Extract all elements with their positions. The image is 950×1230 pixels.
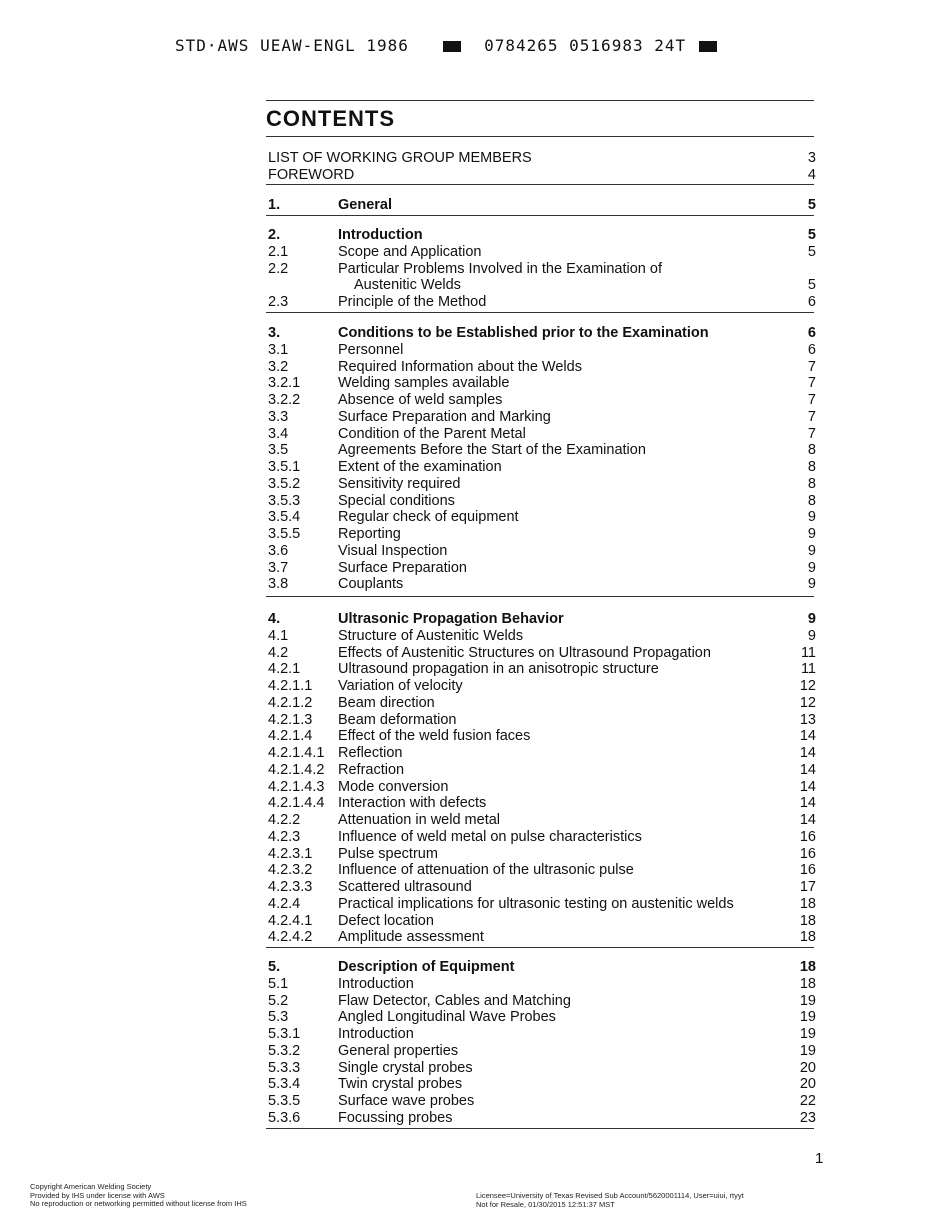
toc-entry-number: 3.5.3 [268,492,301,509]
toc-entry-number: 4.2.1.1 [268,678,313,694]
toc-entry-title: Conditions to be Established prior to the Examination [338,325,709,341]
toc-entry-number: 4.2.1 [268,661,301,678]
toc-entry [268,645,816,662]
toc-entry-page: 9 [807,526,816,542]
toc-entry-number: 4.1 [268,627,289,644]
toc-entry-number: 4.2.1.3 [268,711,313,728]
toc-entry-number: 4. [268,611,281,627]
toc-entry-title: LIST OF WORKING GROUP MEMBERS [268,150,532,166]
toc-entry-page: 14 [799,795,816,812]
toc-entry-title: Welding samples available [338,375,510,392]
toc-entry-number: 5.3.4 [268,1076,301,1093]
toc-entry [268,929,816,946]
toc-entry-title: Regular check of equipment [338,509,519,526]
toc-entry-page: 11 [800,644,816,661]
toc-entry-number: 3.6 [268,542,289,559]
toc-entry-title: Agreements Before the Start of the Examination [338,442,646,459]
toc-entry-number: 2.2 [268,260,289,277]
toc-entry-number: 5.3 [268,1009,289,1026]
toc-entry-title: Ultrasonic Propagation Behavior [338,611,564,627]
toc-entry [268,459,816,476]
toc-entry-title: Refraction [338,761,405,778]
footer-line: Not for Resale, 01/30/2015 12:51:37 MST [476,1199,615,1209]
toc-entry-title: Principle of the Method [338,294,487,310]
toc-entry-title: Scope and Application [338,243,482,260]
toc-entry-page: 13 [799,711,816,728]
toc-entry [268,1026,816,1043]
toc-entry-title: FOREWORD [268,166,355,183]
toc-entry-number: 3.1 [268,341,289,358]
toc-entry-number: 3.4 [268,425,289,442]
toc-entry-page: 5 [807,197,816,213]
toc-entry-page: 7 [807,425,816,442]
toc-entry-number: 4.2.2 [268,812,301,828]
toc-entry-title: Practical implications for ultrasonic testing on austenitic welds [338,895,734,912]
toc-entry [268,846,816,863]
toc-entry-page: 8 [807,459,816,475]
toc-entry [268,197,816,214]
toc-entry [268,1043,816,1060]
toc-entry [268,509,816,526]
toc-entry-title: General [338,197,392,213]
toc-entry-title: Couplants [338,576,404,593]
toc-entry [268,359,816,376]
toc-entry-title: Influence of weld metal on pulse characteristics [338,828,642,845]
toc-entry [268,576,816,593]
toc-entry [268,879,816,896]
toc-entry [268,392,816,409]
section-rule [266,215,814,216]
toc-entry-number: 2.1 [268,243,289,260]
toc-entry-page: 8 [807,475,816,492]
toc-entry [268,695,816,712]
toc-entry-title: Angled Longitudinal Wave Probes [338,1009,556,1026]
toc-entry-title: Attenuation in weld metal [338,812,501,828]
toc-entry-title: Scattered ultrasound [338,879,472,895]
toc-entry-page: 4 [807,166,816,183]
toc-entry-title: Special conditions [338,492,455,509]
toc-entry-page: 23 [799,1109,816,1126]
toc-section-3 [268,325,816,593]
toc-entry-page: 5 [807,243,816,260]
black-block-mark [699,41,717,52]
toc-entry-number: 3.2 [268,358,289,375]
toc-entry-number: 4.2.3.3 [268,879,313,895]
toc-entry-page: 3 [807,150,816,166]
toc-entry-title: Introduction [338,1026,414,1042]
toc-entry-title: Introduction [338,227,423,243]
toc-entry [268,493,816,510]
toc-entry-title: Absence of weld samples [338,392,503,408]
toc-entry-number: 5.3.3 [268,1059,301,1076]
toc-entry-page: 19 [799,1009,816,1026]
toc-entry-number: 2. [268,227,281,243]
toc-entry-title: Sensitivity required [338,475,461,492]
toc-entry-title: Condition of the Parent Metal [338,425,526,442]
toc-entry-number: 4.2.1.4.4 [268,795,325,812]
toc-entry-number: 3. [268,325,281,341]
toc-entry [268,745,816,762]
toc-entry-number: 3.5 [268,442,289,459]
toc-entry-number: 5.3.5 [268,1093,301,1109]
toc-entry-number: 4.2 [268,644,289,661]
toc-entry-page: 19 [799,992,816,1009]
toc-entry [268,1110,816,1127]
toc-front-matter [268,150,816,183]
toc-entry-page: 18 [799,975,816,992]
toc-entry-title: Amplitude assessment [338,929,484,946]
toc-entry-number: 3.8 [268,576,289,593]
toc-entry-title: Extent of the examination [338,459,502,475]
footer-copyright [30,1183,247,1209]
toc-section-1 [268,197,816,214]
toc-entry [268,862,816,879]
toc-entry [268,325,816,342]
toc-entry-number: 1. [268,197,281,213]
toc-entry-title: Introduction [338,975,414,992]
toc-entry-page: 14 [799,745,816,761]
toc-entry-page: 9 [807,611,816,627]
toc-entry-page: 14 [799,728,816,745]
toc-entry-title: Reporting [338,526,401,542]
toc-entry-title: Surface wave probes [338,1093,475,1109]
toc-entry [268,409,816,426]
toc-entry-number: 3.3 [268,408,289,425]
toc-entry [268,795,816,812]
toc-entry-number: 3.7 [268,559,289,576]
toc-entry [268,277,816,294]
toc-entry-page: 20 [799,1059,816,1076]
toc-entry-page: 20 [799,1076,816,1093]
toc-entry-page: 14 [799,778,816,795]
toc-entry-number: 4.2.3.2 [268,862,313,879]
toc-section-5 [268,959,816,1127]
page-title: CONTENTS [266,106,395,131]
toc-entry-page: 5 [807,227,816,243]
toc-entry-title: Defect location [338,912,434,929]
toc-entry [268,913,816,930]
toc-entry-number: 3.5.5 [268,526,301,542]
toc-entry [268,661,816,678]
toc-entry [268,728,816,745]
toc-entry-page: 7 [807,358,816,375]
toc-entry [268,342,816,359]
section-rule [266,312,814,313]
toc-entry-page: 5 [807,277,816,294]
toc-entry-title: Particular Problems Involved in the Examination of [338,260,662,277]
toc-entry [268,779,816,796]
toc-entry-page: 18 [799,895,816,912]
toc-entry [268,526,816,543]
toc-entry-title: Austenitic Welds [354,277,461,294]
toc-entry-number: 5.2 [268,992,289,1009]
toc-entry-page: 11 [800,661,816,678]
toc-entry-page: 6 [807,294,816,310]
toc-entry-number: 3.5.1 [268,459,301,475]
toc-entry-title: Mode conversion [338,778,449,795]
toc-entry-number: 4.2.4.2 [268,929,313,946]
toc-entry [268,678,816,695]
toc-entry-page: 22 [799,1093,816,1109]
toc-entry-title: Focussing probes [338,1109,453,1126]
toc-entry-title: Surface Preparation and Marking [338,408,551,425]
toc-entry [268,227,816,244]
black-block-mark [443,41,461,52]
toc-entry-title: Visual Inspection [338,542,448,559]
toc-entry-title: Ultrasound propagation in an anisotropic structure [338,661,659,678]
toc-entry-page: 17 [799,879,816,895]
toc-entry-page: 14 [799,761,816,778]
toc-entry-page: 7 [807,375,816,392]
toc-entry [268,611,816,628]
toc-entry-number: 4.2.1.4 [268,728,313,745]
toc-entry-number: 4.2.3 [268,828,301,845]
page-number: 1 [815,1150,824,1167]
bottom-rule [266,1128,814,1129]
toc-entry-number: 3.2.2 [268,392,301,408]
toc-entry-page: 8 [807,442,816,459]
toc-entry [268,976,816,993]
toc-entry [268,543,816,560]
footer-line: Provided by IHS under license with AWS [30,1190,165,1200]
toc-entry [268,476,816,493]
toc-entry-title: Twin crystal probes [338,1076,463,1093]
toc-entry-title: Reflection [338,745,403,761]
toc-entry-page: 16 [799,845,816,862]
toc-entry [268,1093,816,1110]
toc-entry-number: 5.3.6 [268,1109,301,1126]
toc-entry [268,812,816,829]
toc-entry-number: 4.2.1.2 [268,694,313,711]
toc-entry-title: Description of Equipment [338,959,515,975]
toc-entry-title: Beam direction [338,694,435,711]
toc-entry-page: 9 [807,627,816,644]
footer-license [476,1192,744,1209]
toc-entry [268,261,816,278]
toc-entry [268,1009,816,1026]
footer-line: No reproduction or networking permitted without license from IHS [30,1199,247,1208]
toc-entry-page: 14 [799,812,816,828]
toc-entry-number: 3.5.4 [268,509,301,526]
toc-entry [268,628,816,645]
toc-entry-title: Effects of Austenitic Structures on Ultrasound Propagation [338,644,711,661]
toc-entry [268,896,816,913]
toc-entry [268,167,816,184]
toc-entry [268,829,816,846]
toc-entry-title: Required Information about the Welds [338,358,582,375]
toc-entry-number: 5.1 [268,975,289,992]
toc-entry-number: 3.2.1 [268,375,301,392]
toc-entry-page: 19 [799,1042,816,1059]
toc-entry-page: 12 [799,694,816,711]
toc-entry [268,426,816,443]
toc-entry-title: Pulse spectrum [338,845,438,862]
toc-entry-number: 4.2.4.1 [268,912,313,929]
footer-line: Licensee=University of Texas Revised Sub Account/5620001114, User=uiui, rtyyt [476,1191,744,1200]
toc-entry [268,375,816,392]
toc-entry-page: 9 [807,509,816,526]
toc-entry-number: 4.2.4 [268,895,301,912]
toc-entry-title: Surface Preparation [338,559,467,576]
toc-entry-page: 16 [799,862,816,879]
toc-entry [268,959,816,976]
toc-entry-page: 7 [807,392,816,408]
toc-entry-page: 9 [807,576,816,593]
toc-entry-title: Influence of attenuation of the ultrasonic pulse [338,862,634,879]
toc-entry [268,244,816,261]
title-rule [266,136,814,137]
section-rule [266,184,814,185]
toc-entry-page: 9 [807,542,816,559]
toc-entry [268,712,816,729]
toc-entry-number: 3.5.2 [268,475,301,492]
document-code-left: STD·AWS UEAW-ENGL 1986 [175,36,409,55]
section-rule [266,596,814,597]
toc-entry-title: Variation of velocity [338,678,463,694]
toc-entry-title: Structure of Austenitic Welds [338,627,524,644]
toc-entry [268,762,816,779]
toc-entry-number: 4.2.3.1 [268,845,313,862]
toc-entry-page: 12 [799,678,816,694]
toc-entry [268,294,816,311]
toc-entry-number: 2.3 [268,294,289,310]
toc-entry [268,1076,816,1093]
toc-entry-title: Interaction with defects [338,795,487,812]
toc-entry [268,560,816,577]
toc-entry-number: 5.3.1 [268,1026,301,1042]
toc-entry-page: 18 [799,959,816,975]
toc-section-2 [268,227,816,311]
toc-entry [268,442,816,459]
toc-entry-title: Beam deformation [338,711,457,728]
document-code-mid: 0784265 0516983 24T [484,36,687,55]
toc-entry-page: 9 [807,559,816,576]
toc-entry-page: 18 [799,929,816,946]
toc-entry-page: 6 [807,325,816,341]
toc-entry-page: 18 [799,912,816,929]
toc-entry-page: 7 [807,408,816,425]
toc-entry-number: 4.2.1.4.2 [268,761,325,778]
toc-entry-title: General properties [338,1042,459,1059]
toc-entry [268,993,816,1010]
toc-entry-title: Effect of the weld fusion faces [338,728,531,745]
toc-entry [268,1060,816,1077]
toc-entry [268,150,816,167]
toc-entry-number: 4.2.1.4.3 [268,778,325,795]
footer-line: Copyright American Welding Society [30,1182,152,1191]
toc-entry-title: Personnel [338,341,404,358]
toc-entry-title: Flaw Detector, Cables and Matching [338,992,571,1009]
section-rule [266,947,814,948]
toc-entry-page: 19 [799,1026,816,1042]
top-rule [266,100,814,101]
toc-entry-page: 16 [799,828,816,845]
toc-section-4 [268,611,816,946]
document-code-header [175,36,719,55]
toc-entry-page: 8 [807,492,816,509]
toc-entry-number: 5. [268,959,281,975]
toc-entry-page: 6 [807,341,816,358]
toc-entry-number: 4.2.1.4.1 [268,745,325,761]
toc-entry-number: 5.3.2 [268,1042,301,1059]
toc-entry-title: Single crystal probes [338,1059,473,1076]
